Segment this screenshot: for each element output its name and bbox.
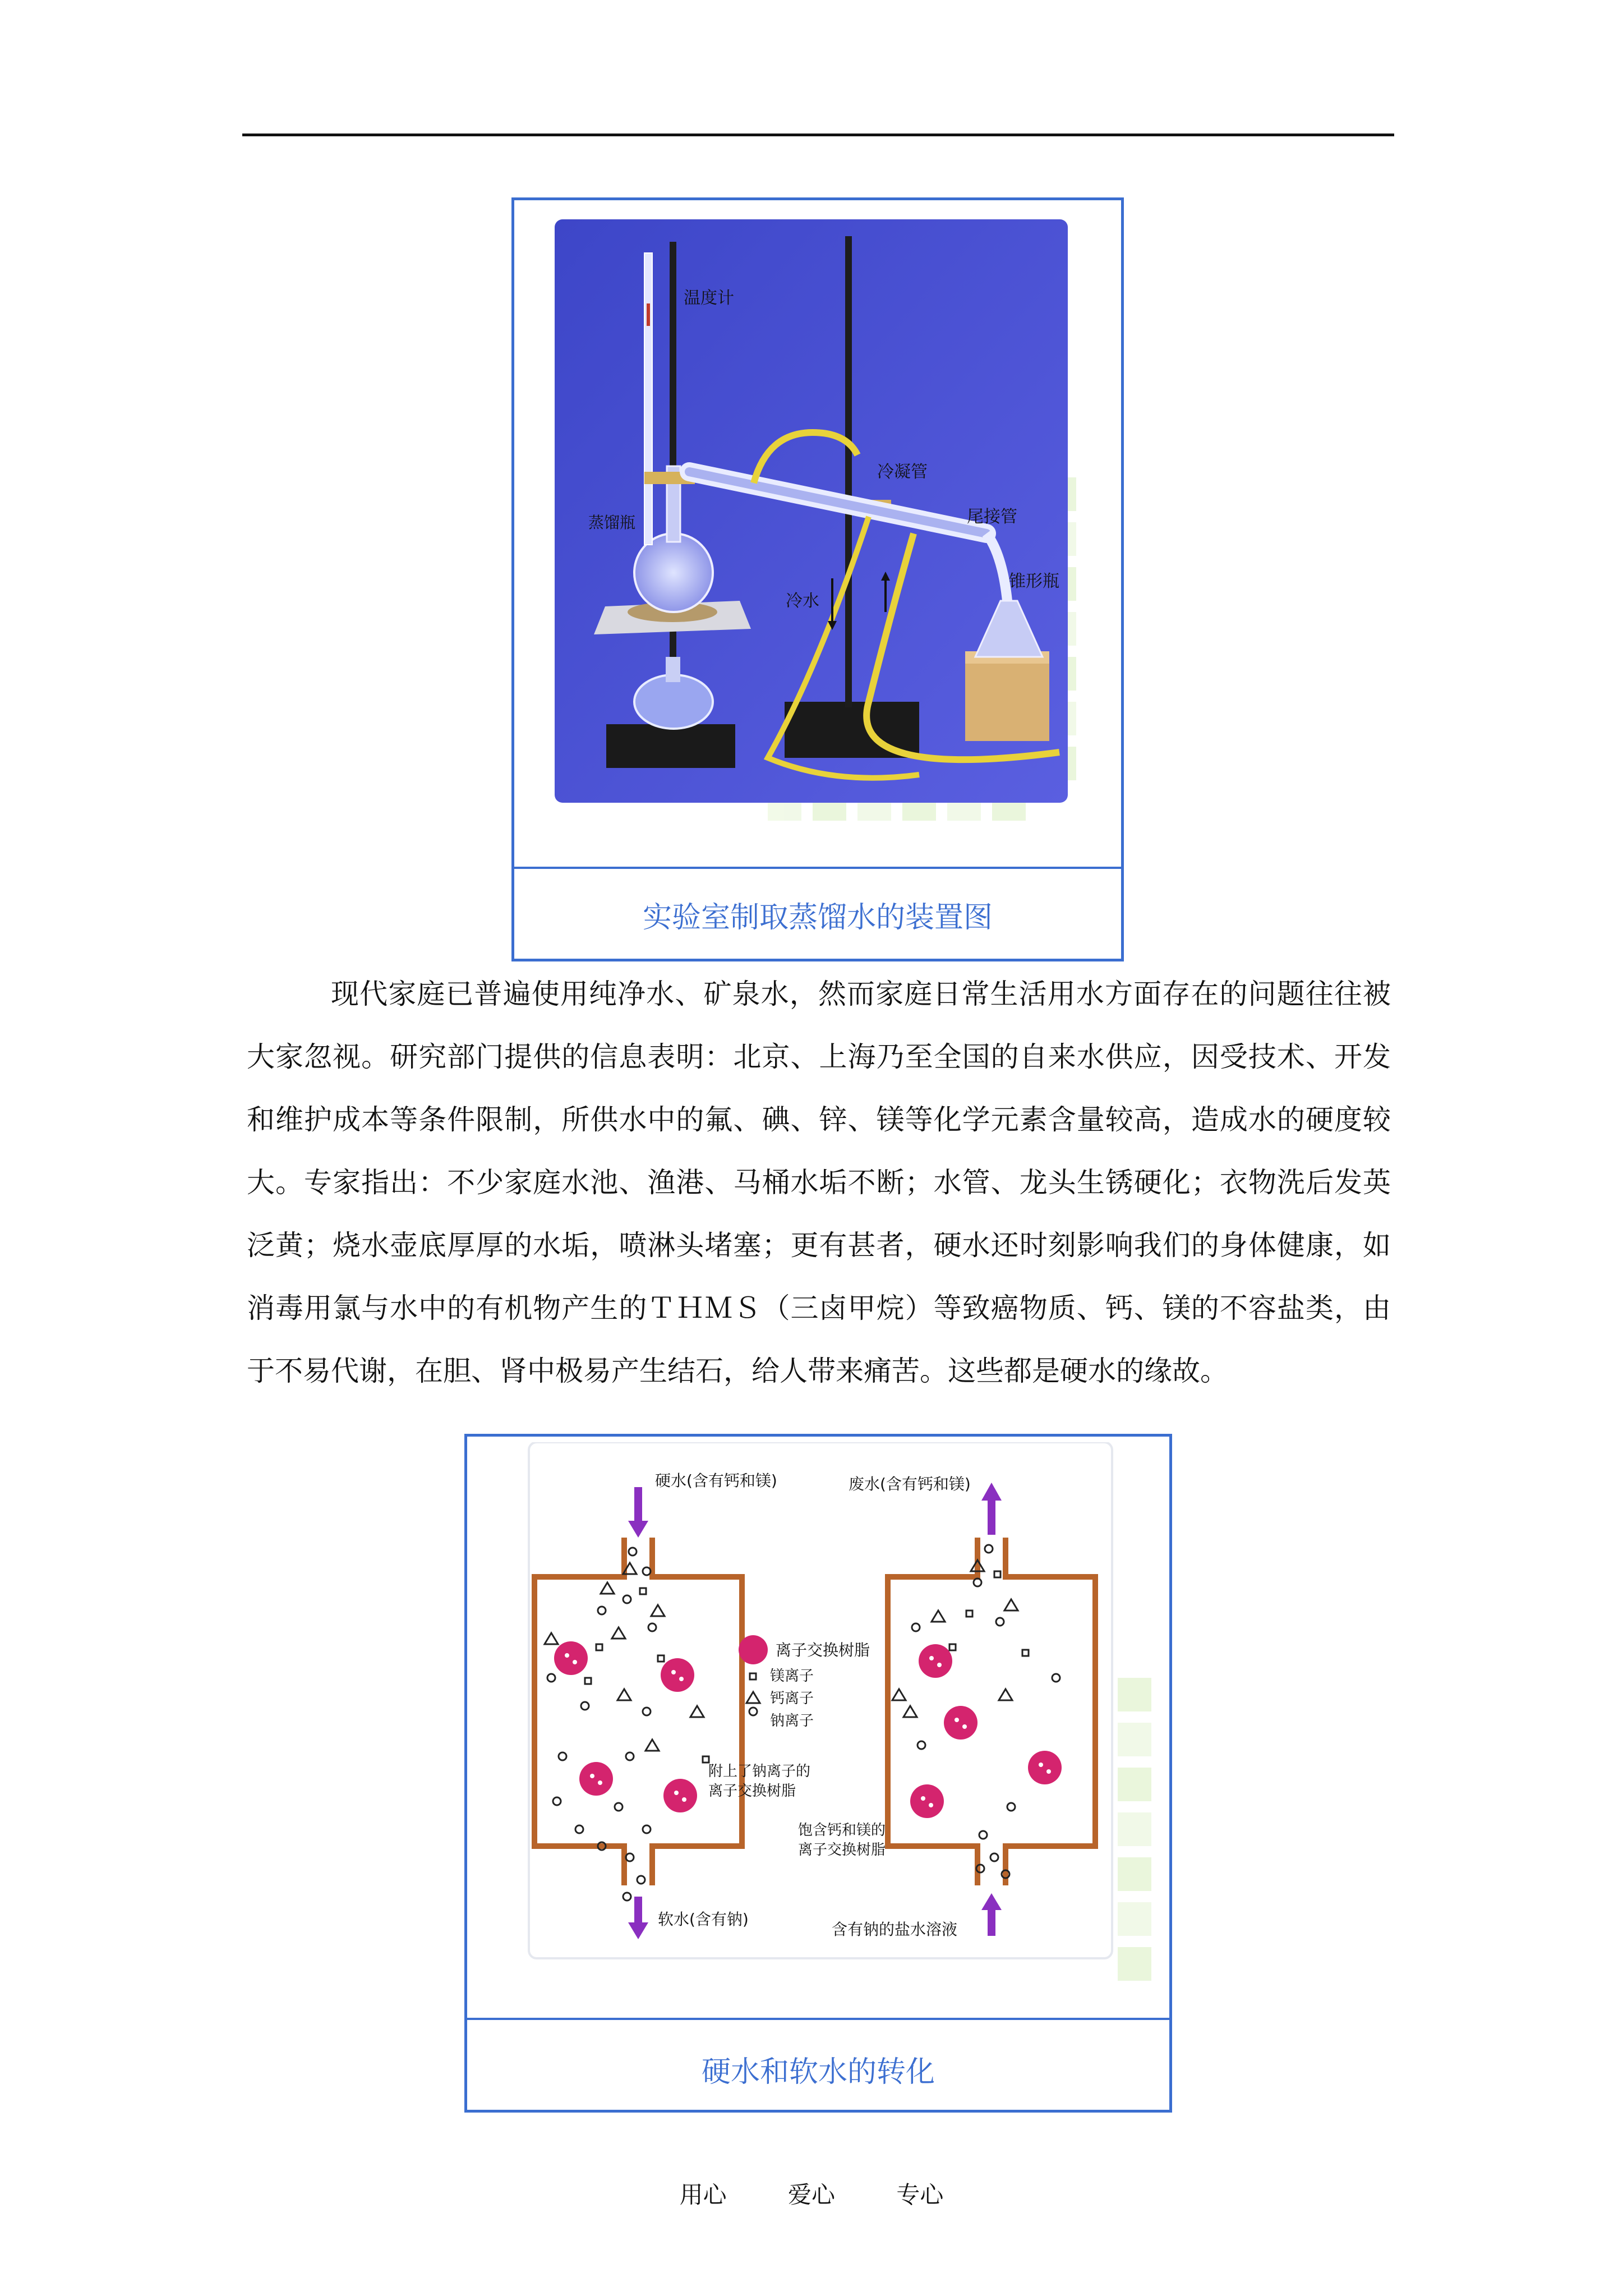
body-paragraph: [247, 963, 1391, 1402]
label-resin-with-na-2: 离子交换树脂: [708, 1783, 796, 1800]
legend-resin: 离子交换树脂: [776, 1641, 870, 1659]
legend-na-ion: 钠离子: [770, 1713, 814, 1729]
legend-mg-ion: 镁离子: [770, 1668, 814, 1685]
paragraph-line: 现代家庭已普遍使用纯净水、矿泉水，然而家庭日常生活用水方面存在的问题往往被: [331, 978, 1391, 1010]
label-waste-water-out: 废水(含有钙和镁): [849, 1475, 971, 1493]
figure2-caption: 硬水和软水的转化: [701, 2055, 935, 2089]
label-thermometer: 温度计: [684, 288, 734, 308]
label-flask: 蒸馏瓶: [588, 513, 636, 532]
figure-distillation: [511, 197, 1124, 961]
footer-item: 爱心: [787, 2181, 835, 2208]
paragraph-line: 于不易代谢，在胆、肾中极易产生结石，给人带来痛苦。这些都是硬水的缘故。: [247, 1355, 1228, 1387]
paragraph-line: 大。专家指出：不少家庭水池、渔港、马桶水垢不断；水管、龙头生锈硬化；衣物洗后发英: [247, 1166, 1391, 1199]
label-soft-water-out: 软水(含有钠): [658, 1910, 749, 1929]
label-saturated-resin-2: 离子交换树脂: [798, 1842, 886, 1858]
footer-item: 用心: [679, 2181, 727, 2208]
label-brine-in: 含有钠的盐水溶液: [832, 1920, 958, 1939]
label-adapter: 尾接管: [967, 507, 1017, 527]
label-saturated-resin: 饱含钙和镁的: [798, 1822, 886, 1839]
figure-ion-exchange: [464, 1434, 1172, 2113]
paragraph-line: 和维护成本等条件限制，所供水中的氟、碘、锌、镁等化学元素含量较高，造成水的硬度较: [247, 1103, 1391, 1136]
figure1-divider: [514, 867, 1121, 869]
figure1-caption: 实验室制取蒸馏水的装置图: [642, 901, 993, 935]
figure2-divider: [467, 2018, 1169, 2020]
paragraph-line: 泛黄；烧水壶底厚厚的水垢，喷淋头堵塞；更有甚者，硬水还时刻影响我们的身体健康，如: [247, 1229, 1391, 1262]
paragraph-line: 大家忽视。研究部门提供的信息表明：北京、上海乃至全国的自来水供应，因受技术、开发: [247, 1041, 1391, 1073]
footer-item: 专心: [896, 2181, 944, 2208]
label-resin-with-na: 附上了钠离子的: [708, 1763, 811, 1780]
ion-exchange-diagram: [518, 1442, 1163, 2031]
label-conical-flask: 锥形瓶: [1009, 572, 1059, 591]
legend-ca-ion: 钙离子: [770, 1690, 814, 1707]
paragraph-line: 消毒用氯与水中的有机物产生的ＴＨＭＳ（三卤甲烷）等致癌物质、钙、镁的不容盐类，由: [247, 1292, 1391, 1324]
label-hard-water-in: 硬水(含有钙和镁): [655, 1471, 777, 1490]
distillation-apparatus-photo: [555, 219, 1080, 825]
header-rule: [242, 134, 1394, 136]
page-footer: [0, 2177, 1623, 2210]
label-condenser: 冷凝管: [877, 462, 928, 482]
label-cold-water: 冷水: [786, 591, 819, 611]
